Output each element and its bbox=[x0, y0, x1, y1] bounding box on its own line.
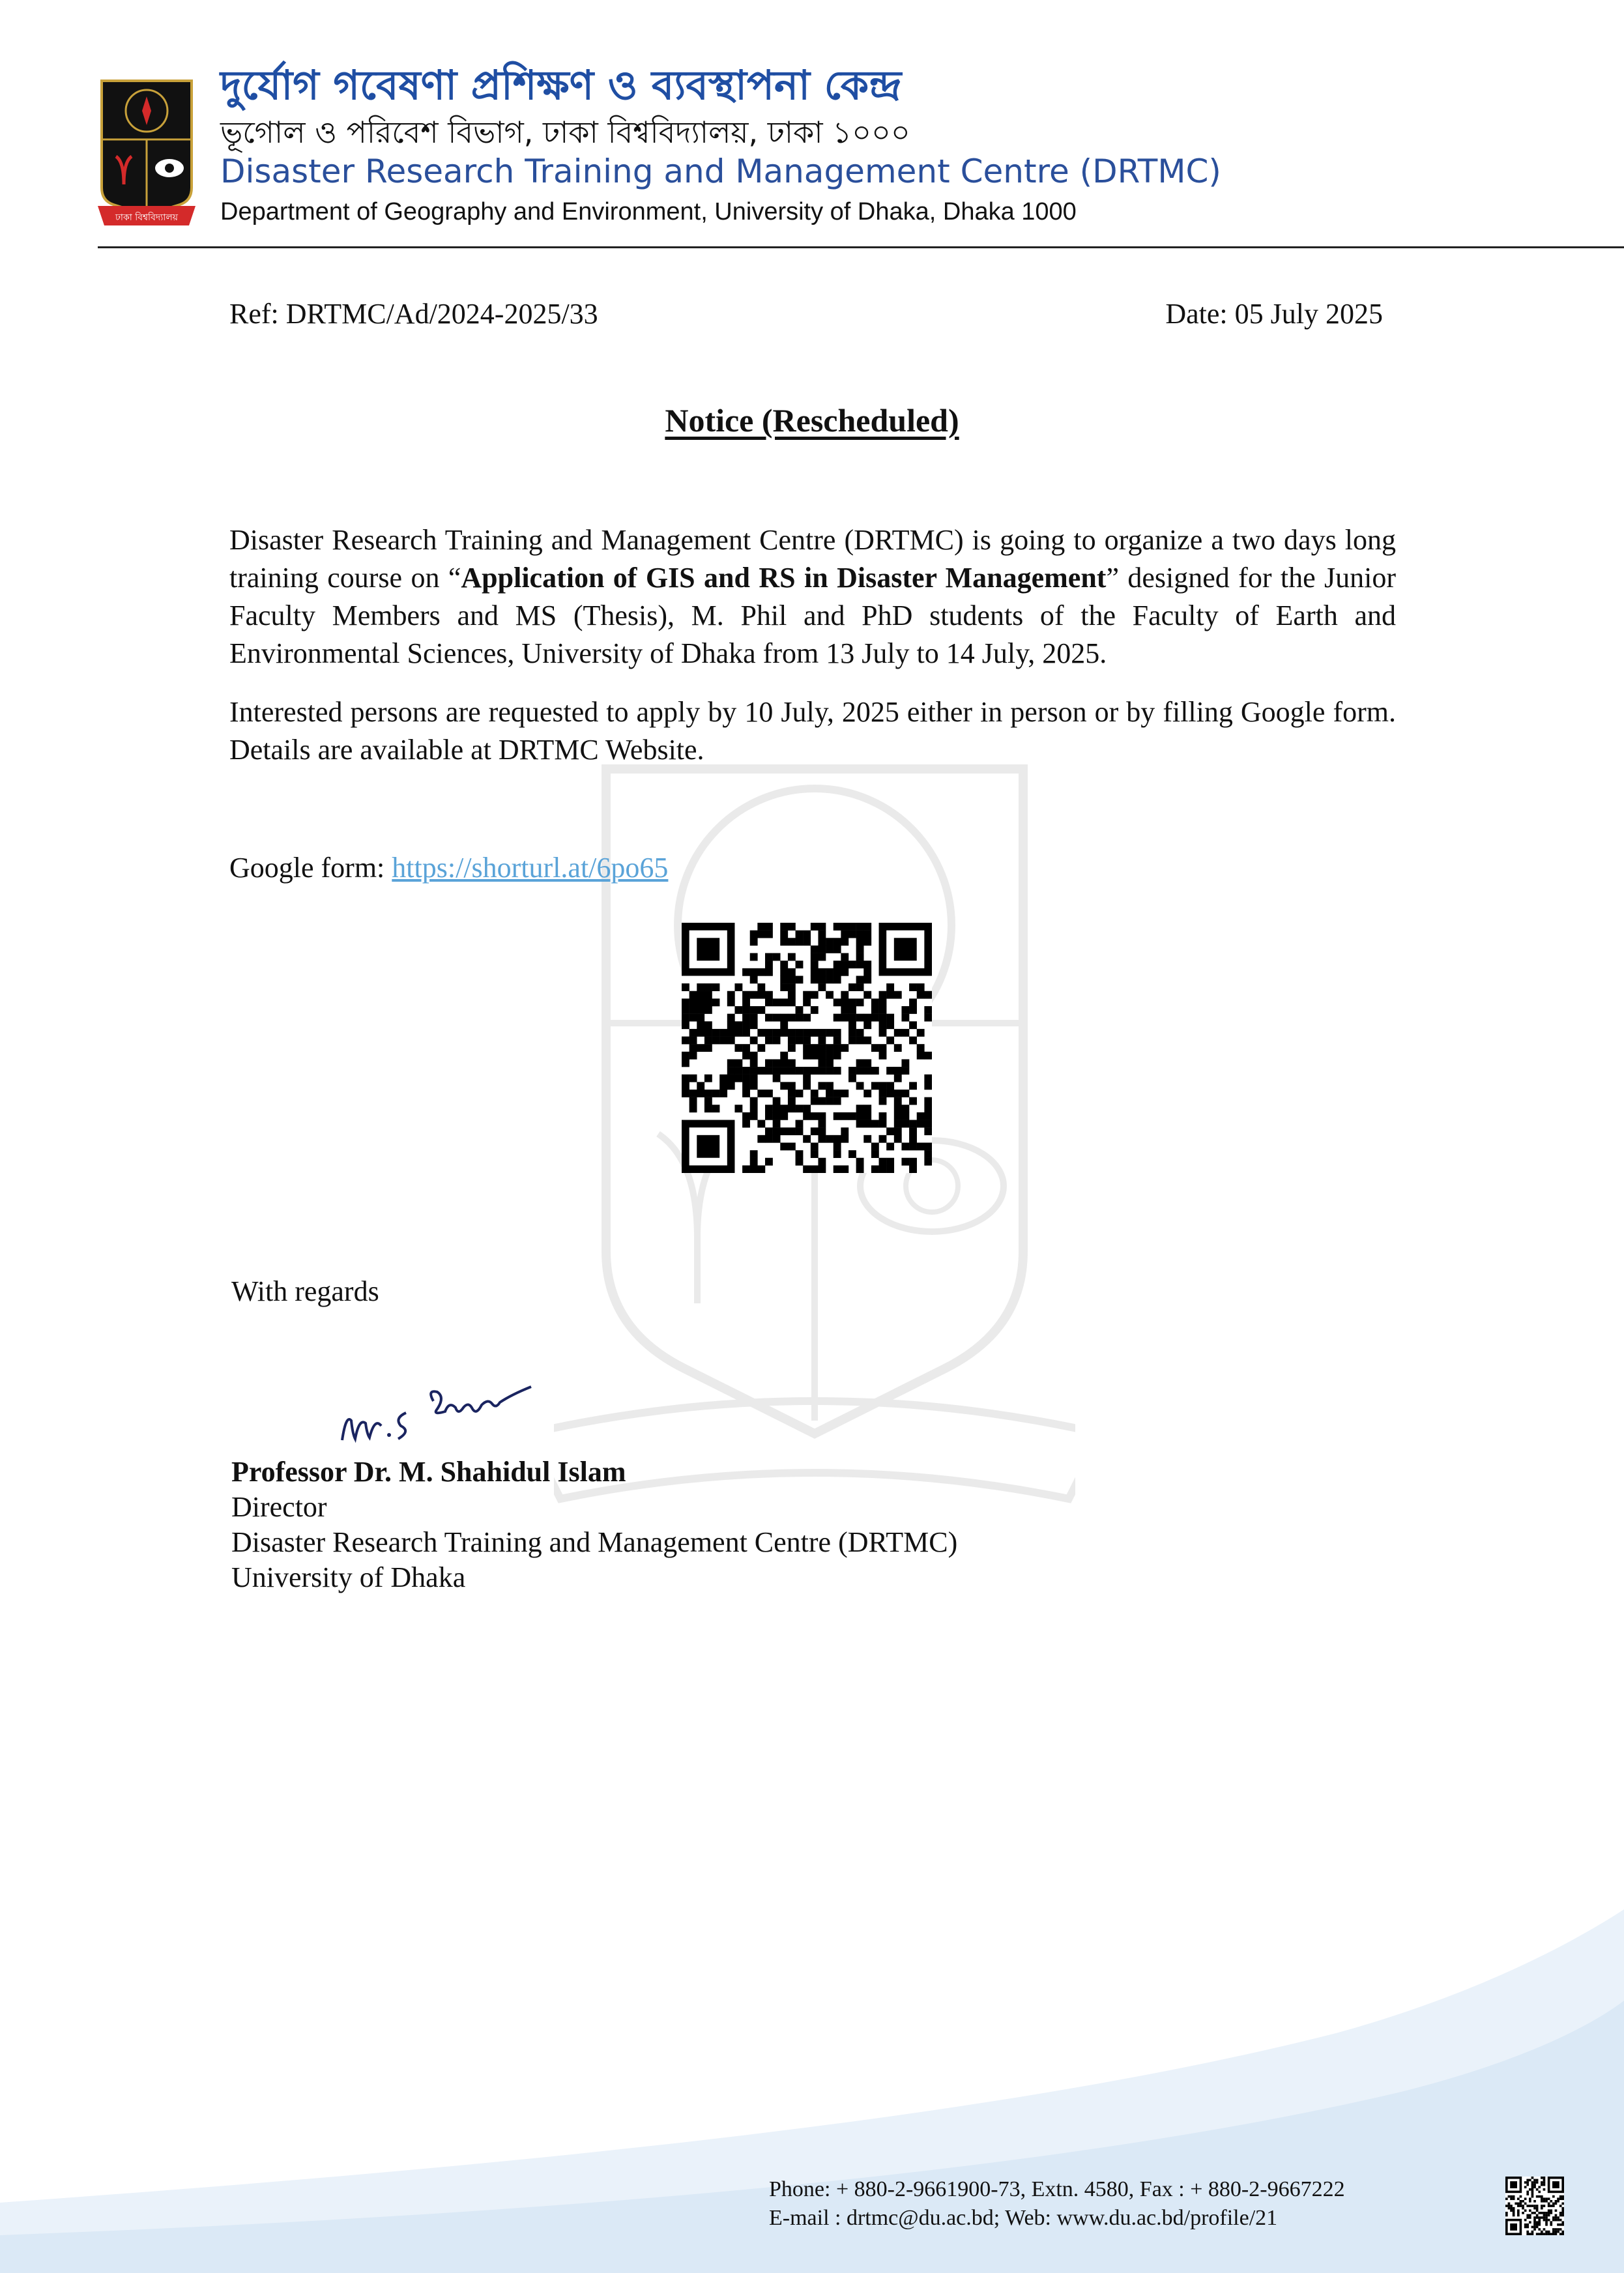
signatory-university: University of Dhaka bbox=[231, 1561, 466, 1593]
signatory-name: Professor Dr. M. Shahidul Islam bbox=[231, 1456, 626, 1488]
signatory-title: Director bbox=[231, 1491, 327, 1523]
notice-title: Notice (Rescheduled) bbox=[665, 402, 959, 439]
paragraph-training-course bbox=[229, 521, 1396, 673]
google-form-qr-code bbox=[682, 923, 932, 1173]
paragraph1-before: Disaster Research Training and Management Centre (DRTMC) is going to organize a two days long training course on “ bbox=[229, 524, 1396, 594]
header-title-bangla: দুর্যোগ গবেষণা প্রশিক্ষণ ও ব্যবস্থাপনা কেন্দ্র bbox=[220, 61, 902, 109]
google-form-label: Google form: bbox=[229, 852, 392, 884]
signatory-block bbox=[231, 1455, 957, 1595]
footer-phone: Phone: + 880-2-9661900-73, Extn. 4580, Fax : + 880-2-9667222 bbox=[769, 2177, 1345, 2201]
header-title-english: Disaster Research Training and Management Centre (DRTMC) bbox=[220, 152, 1221, 190]
footer-email-web: E-mail : drtmc@du.ac.bd; Web: www.du.ac.bd/profile/21 bbox=[769, 2206, 1278, 2230]
header-subtitle-bangla: ভূগোল ও পরিবেশ বিভাগ, ঢাকা বিশ্ববিদ্যালয়, ঢাকা ১০০০ bbox=[220, 115, 910, 150]
paragraph1-after: ” designed for the Junior Faculty Members and MS (Thesis), M. Phil and PhD students of the Faculty of Earth and Environmental Sciences, University of Dhaka from 13 July to 14 July, 2025. bbox=[229, 562, 1396, 669]
google-form-link[interactable]: https://shorturl.at/6po65 bbox=[392, 852, 669, 884]
footer-qr-code bbox=[1505, 2177, 1564, 2235]
university-logo bbox=[98, 77, 196, 230]
course-title: Application of GIS and RS in Disaster Management bbox=[461, 562, 1107, 594]
header-divider bbox=[98, 246, 1624, 248]
header-subtitle-english: Department of Geography and Environment, University of Dhaka, Dhaka 1000 bbox=[220, 198, 1077, 225]
paragraph-application: Interested persons are requested to apply by 10 July, 2025 either in person or by filling Google form. Details are available at DRTMC Website. bbox=[229, 696, 1396, 766]
signatory-organization: Disaster Research Training and Management Centre (DRTMC) bbox=[231, 1526, 958, 1558]
footer-contact bbox=[769, 2175, 1345, 2233]
closing-regards: With regards bbox=[231, 1275, 379, 1307]
reference-number: Ref: DRTMC/Ad/2024-2025/33 bbox=[229, 298, 598, 330]
notice-date: Date: 05 July 2025 bbox=[1165, 298, 1383, 330]
handwritten-signature bbox=[329, 1355, 538, 1453]
google-form-line bbox=[229, 851, 668, 884]
logo-text: ঢাকা বিশ্ববিদ্যালয় bbox=[115, 212, 179, 223]
